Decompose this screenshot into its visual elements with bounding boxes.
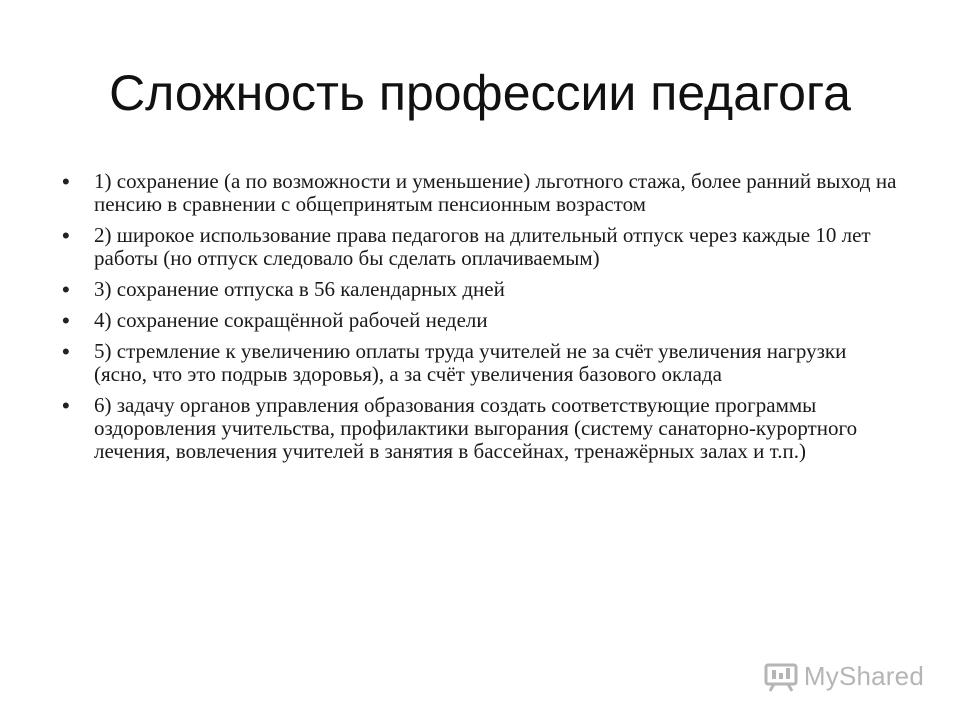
bullet-icon: •: [62, 277, 70, 302]
watermark-text: MyShared: [803, 661, 924, 691]
bullet-icon: •: [62, 339, 70, 364]
presentation-board-icon: [764, 662, 798, 692]
bullet-icon: •: [62, 308, 70, 333]
list-item: [62, 309, 902, 332]
list-item-text: 6) задачу органов управления образования создать соответствующие программы оздоровления учительства, профилактики выгорания (систему санаторно-курортного лечения, вовлечения учителей в занятия в бассейнах, тренажёрных залах и т.п.): [94, 393, 858, 463]
list-item: [62, 278, 902, 301]
list-item-text: 5) стремление к увеличению оплаты труда учителей не за счёт увеличения нагрузки (ясно, что это подрыв здоровья), а за счёт увеличения базового оклада: [94, 339, 847, 386]
slide-title: Сложность профессии педагога: [109, 65, 851, 121]
list-item-text: 3) сохранение отпуска в 56 календарных дней: [94, 277, 505, 301]
bullet-icon: •: [62, 393, 70, 418]
list-item: [62, 340, 902, 386]
bullet-icon: •: [62, 223, 70, 248]
list-item: [62, 224, 902, 270]
watermark: [764, 661, 924, 692]
list-item-text: 4) сохранение сокращённой рабочей недели: [94, 308, 488, 332]
bullet-icon: •: [62, 169, 70, 194]
list-item-text: 2) широкое использование права педагогов на длительный отпуск через каждые 10 лет работы (но отпуск следовало бы сделать оплачиваемым): [94, 223, 871, 270]
list-item-text: 1) сохранение (а по возможности и уменьшение) льготного стажа, более ранний выход на пенсию в сравнении с общепринятым пенсионным возрастом: [94, 169, 897, 216]
list-item: [62, 170, 902, 216]
list-item: [62, 394, 902, 463]
bullet-list: [62, 170, 902, 471]
